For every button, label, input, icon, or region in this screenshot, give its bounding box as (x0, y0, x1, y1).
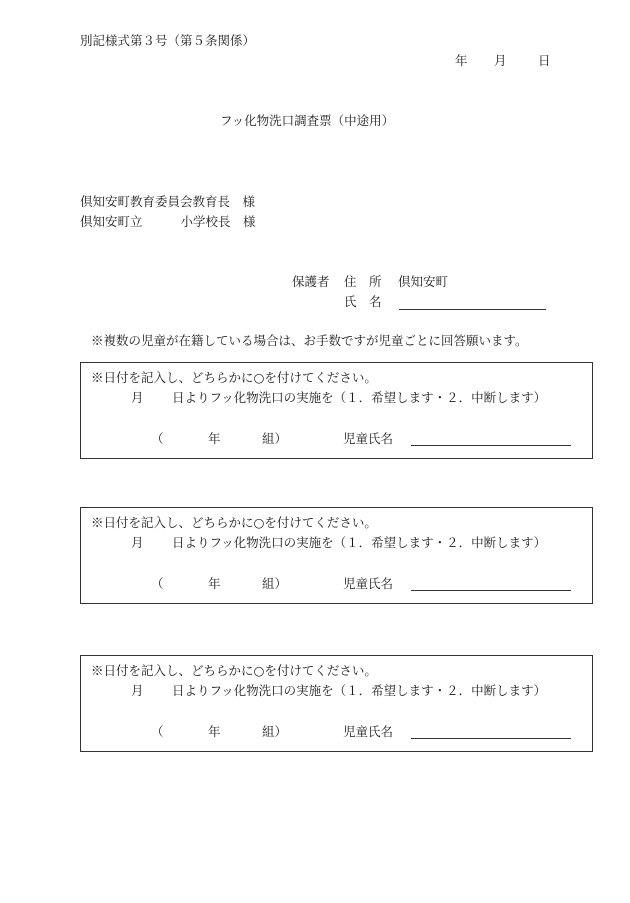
guardian-name-label: 氏 名 (344, 294, 382, 309)
reply-grade-label: 年 (208, 431, 221, 446)
reply-class-label: 組） (262, 576, 288, 591)
reply-choice-text[interactable]: 日よりフッ化物洗口の実施を（１．希望します・２．中断します） (172, 535, 547, 550)
reply-class-row (151, 726, 393, 739)
reply-class-label: 組） (262, 724, 288, 739)
reply-child-name-label: 児童氏名 (343, 724, 394, 739)
reply-choice-line (131, 685, 546, 698)
reply-instruction: ※日付を記入し、どちらかに○を付けてください。 (91, 663, 377, 678)
addressee-school-prefix: 倶知安町立 (80, 214, 143, 229)
addressee-principal (80, 216, 256, 229)
reply-box (80, 362, 593, 459)
reply-month-label: 月 (131, 390, 144, 405)
date-line (455, 55, 551, 68)
reply-grade-label: 年 (208, 724, 221, 739)
reply-child-name-label: 児童氏名 (343, 431, 394, 446)
reply-choice-text[interactable]: 日よりフッ化物洗口の実施を（１．希望します・２．中断します） (172, 390, 547, 405)
date-year-label: 年 (455, 53, 468, 68)
addressee-school-suffix: 小学校長 様 (180, 214, 256, 229)
reply-instruction: ※日付を記入し、どちらかに○を付けてください。 (91, 370, 377, 385)
reply-choice-line (131, 537, 546, 550)
document-title: フッ化物洗口調査票（中途用） (220, 113, 395, 128)
reply-child-name-field[interactable] (411, 738, 571, 739)
date-day-label: 日 (538, 53, 551, 68)
guardian-label: 保護者 (292, 274, 330, 289)
reply-class-row (151, 433, 393, 446)
guardian-address-row (292, 276, 448, 289)
reply-month-label: 月 (131, 683, 144, 698)
reply-child-name-label: 児童氏名 (343, 576, 394, 591)
reply-class-row (151, 578, 393, 591)
reply-choice-line (131, 392, 546, 405)
guardian-address-label: 住 所 (344, 274, 382, 289)
addressee-superintendent: 倶知安町教育委員会教育長 様 (80, 194, 256, 209)
reply-paren-open: （ (151, 576, 164, 591)
multiple-children-notice: ※複数の児童が在籍している場合は、お手数ですが児童ごとに回答願います。 (91, 333, 528, 348)
reply-grade-label: 年 (208, 576, 221, 591)
reply-box (80, 655, 593, 752)
reply-box (80, 507, 593, 604)
form-number: 別記様式第３号（第５条関係） (80, 33, 256, 48)
date-month-label: 月 (494, 53, 507, 68)
guardian-address-value[interactable]: 倶知安町 (398, 274, 449, 289)
reply-choice-text[interactable]: 日よりフッ化物洗口の実施を（１．希望します・２．中断します） (172, 683, 547, 698)
reply-month-label: 月 (131, 535, 144, 550)
reply-paren-open: （ (151, 724, 164, 739)
guardian-name-field[interactable] (399, 309, 546, 310)
reply-child-name-field[interactable] (411, 590, 571, 591)
reply-child-name-field[interactable] (411, 445, 571, 446)
guardian-name-row (344, 296, 398, 309)
reply-class-label: 組） (262, 431, 288, 446)
reply-instruction: ※日付を記入し、どちらかに○を付けてください。 (91, 515, 377, 530)
reply-paren-open: （ (151, 431, 164, 446)
